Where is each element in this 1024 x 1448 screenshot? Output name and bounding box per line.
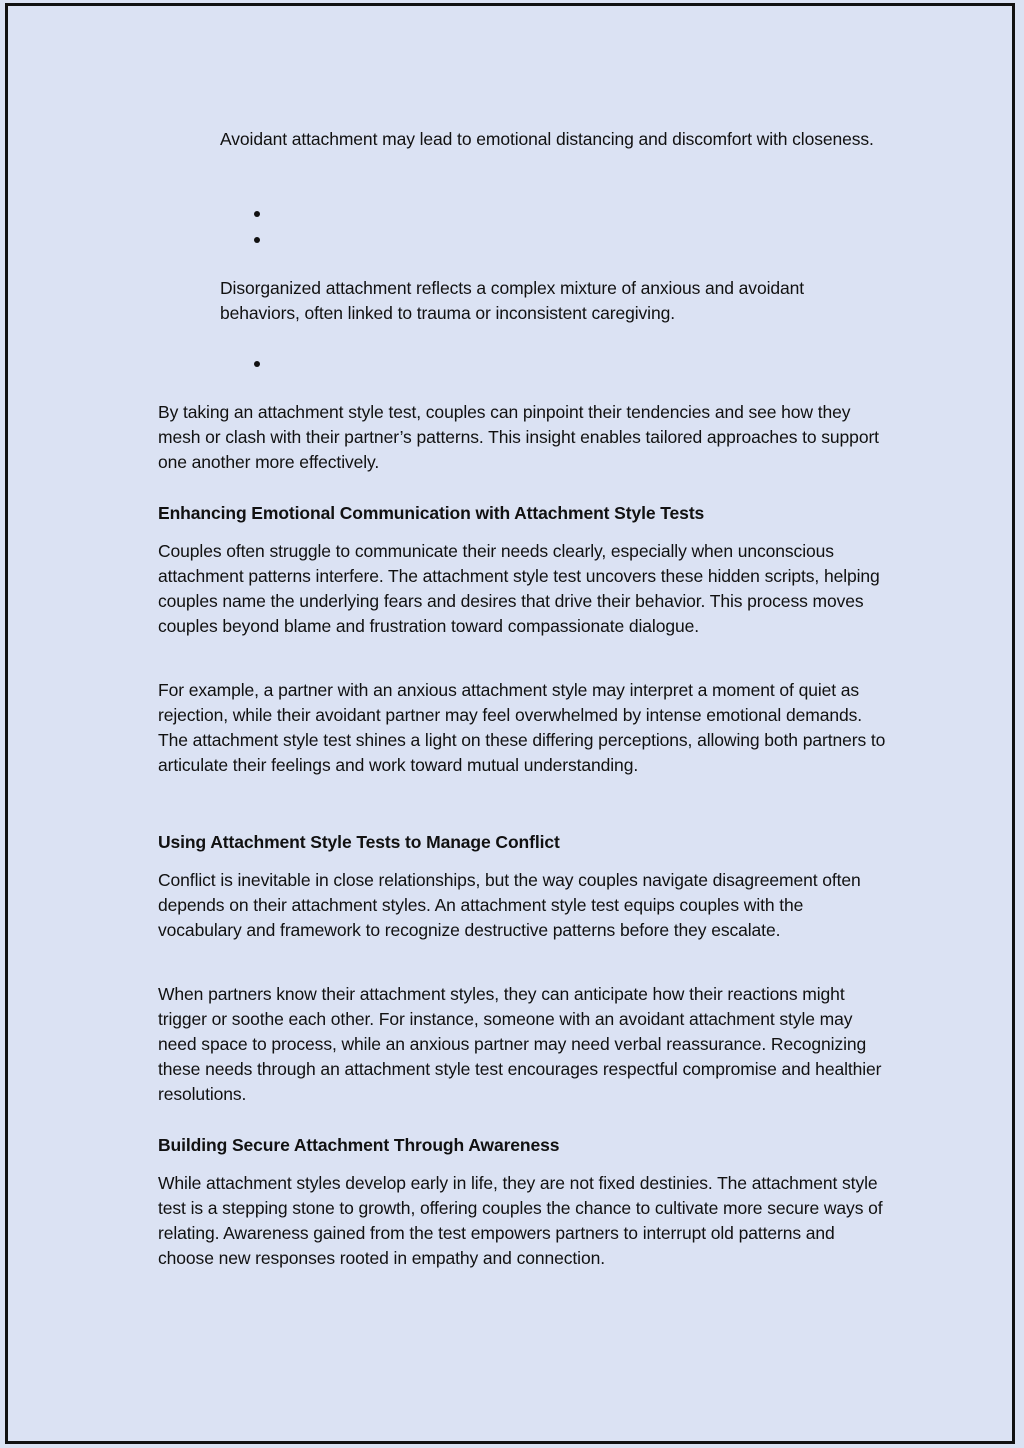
document-page: [5, 3, 1015, 1444]
summary-paragraph: By taking an attachment style test, couples can pinpoint their tendencies and see how they mesh or clash with their partner’s patterns. This insight enables tailored approaches to support one another more effectively.: [158, 402, 879, 472]
empty-bullet: [254, 237, 260, 243]
section-paragraph: Conflict is inevitable in close relationships, but the way couples navigate disagreement often depends on their attachment styles. An attachment style test equips couples with the vocabulary and framework to recognize destructive patterns before they escalate.: [158, 870, 861, 940]
disorganized-attachment-text: Disorganized attachment reflects a complex mixture of anxious and avoidant behaviors, often linked to trauma or inconsistent caregiving.: [220, 278, 805, 323]
empty-bullet: [254, 211, 260, 217]
section-heading-secure: Building Secure Attachment Through Awareness: [158, 1135, 560, 1155]
section-heading-communication: Enhancing Emotional Communication with Attachment Style Tests: [158, 503, 705, 523]
section-heading-conflict: Using Attachment Style Tests to Manage Conflict: [158, 832, 560, 852]
section-paragraph: While attachment styles develop early in life, they are not fixed destinies. The attachment style test is a stepping stone to growth, offering couples the chance to cultivate more secure ways of relating. Awareness gained from the test empowers partners to interrupt old patterns and choose new responses rooted in empathy and connection.: [158, 1173, 883, 1268]
empty-bullet: [254, 361, 260, 367]
section-paragraph: Couples often struggle to communicate their needs clearly, especially when unconscious attachment patterns interfere. The attachment style test uncovers these hidden scripts, helping couples name the underlying fears and desires that drive their behavior. This process moves couples beyond blame and frustration toward compassionate dialogue.: [158, 541, 880, 636]
section-paragraph: For example, a partner with an anxious attachment style may interpret a moment of quiet as rejection, while their avoidant partner may feel overwhelmed by intense emotional demands. The attachment style test shines a light on these differing perceptions, allowing both partners to articulate their feelings and work toward mutual understanding.: [158, 680, 886, 775]
avoidant-attachment-text: Avoidant attachment may lead to emotional distancing and discomfort with closeness.: [220, 129, 874, 149]
section-paragraph: When partners know their attachment styles, they can anticipate how their reactions might trigger or soothe each other. For instance, someone with an avoidant attachment style may need space to process, while an anxious partner may need verbal reassurance. Recognizing these needs through an attachment style test encourages respectful compromise and healthier resolutions.: [158, 984, 882, 1104]
